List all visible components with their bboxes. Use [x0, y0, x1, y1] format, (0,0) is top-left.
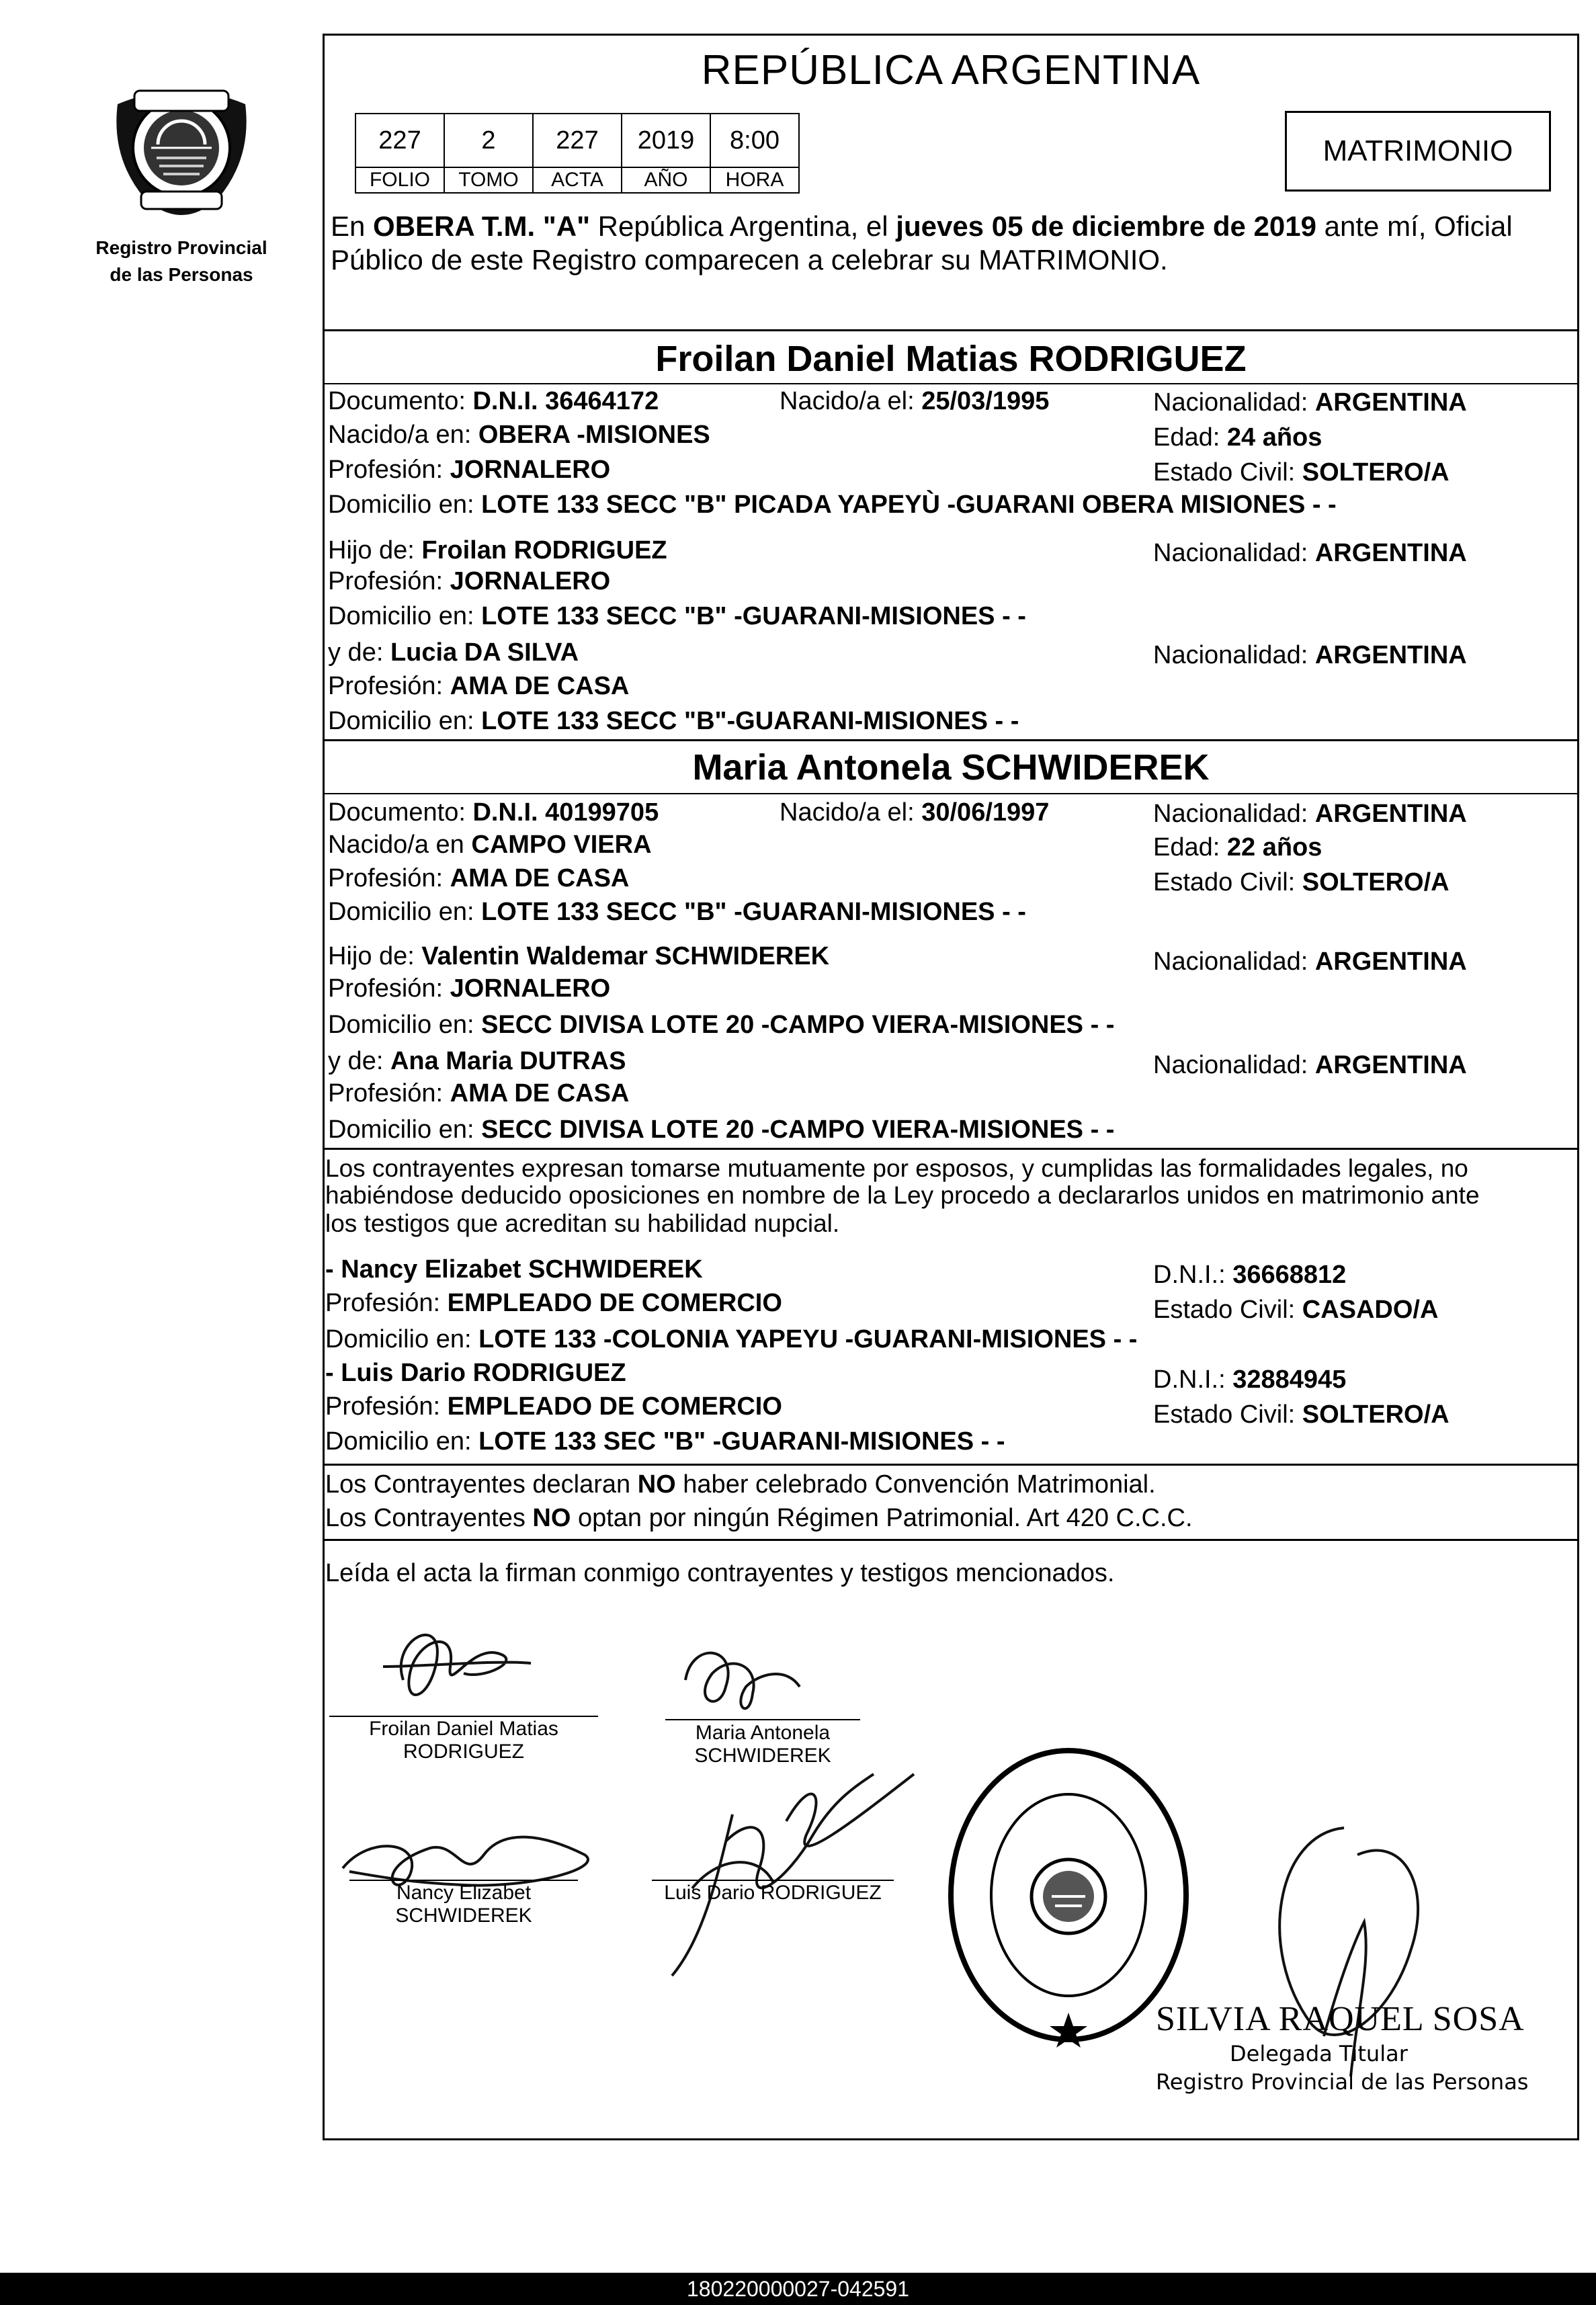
spouse-1-document: Documento: D.N.I. 36464172 [328, 387, 659, 415]
spouse-1-profession: Profesión: JORNALERO [328, 456, 611, 484]
registry-logo [81, 64, 282, 286]
logo-caption-1: Registro Provincial [95, 237, 267, 258]
witness-1-dni: D.N.I.: 36668812 [1153, 1261, 1347, 1289]
spouse-2-father-profession: Profesión: JORNALERO [328, 974, 611, 1003]
spouse-2-address: Domicilio en: LOTE 133 SECC "B" -GUARANI-MISIONES - - [328, 898, 1026, 926]
witness-2-address: Domicilio en: LOTE 133 SEC "B" -GUARANI-MISIONES - - [325, 1427, 1005, 1456]
spouse-1-birth-place: Nacido/a en: OBERA -MISIONES [328, 421, 710, 449]
signature-2-caption-1: Maria Antonela [695, 1722, 831, 1744]
spouse-2-nationality: Nacionalidad: ARGENTINA [1153, 800, 1467, 828]
province-shield-icon [104, 64, 259, 232]
signature-3-caption-1: Nancy Elizabet [396, 1882, 532, 1904]
spouse-1-name: Froilan Daniel Matias RODRIGUEZ [655, 339, 1247, 379]
closing-statement: Leída el acta la firman conmigo contrayentes y testigos mencionados. [325, 1559, 1115, 1587]
document-code: 180220000027-042591 [0, 2273, 1596, 2305]
spouse-2-profession: Profesión: AMA DE CASA [328, 864, 630, 892]
spouse-2-age: Edad: 22 años [1153, 833, 1322, 862]
year-value: 2019 [622, 114, 710, 167]
signature-1-scribble [363, 1599, 564, 1727]
convention-line-1: Los Contrayentes declaran NO haber celebrado Convención Matrimonial. [325, 1470, 1156, 1499]
witness-2-name: - Luis Dario RODRIGUEZ [325, 1359, 626, 1387]
spouse-2-birth-place: Nacido/a en CAMPO VIERA [328, 831, 652, 859]
spouse-2-mother-profession: Profesión: AMA DE CASA [328, 1079, 630, 1107]
page-title: REPÚBLICA ARGENTINA [701, 47, 1201, 93]
spouse-1-mother-profession: Profesión: AMA DE CASA [328, 672, 630, 700]
signature-line [652, 1880, 894, 1881]
witness-1-profession: Profesión: EMPLEADO DE COMERCIO [325, 1289, 782, 1317]
spouse-1-mother: y de: Lucia DA SILVA [328, 638, 579, 667]
spouse-1-father-nationality: Nacionalidad: ARGENTINA [1153, 539, 1467, 567]
folio-value: 227 [355, 114, 444, 167]
official-name: SILVIA RAQUEL SOSA [1156, 2000, 1525, 2038]
witness-1-name: - Nancy Elizabet SCHWIDEREK [325, 1255, 703, 1284]
divider [323, 1464, 1579, 1466]
divider [323, 383, 1579, 384]
intro-line-1: En OBERA T.M. "A" República Argentina, el jueves 05 de diciembre de 2019 ante mí, Oficial [331, 210, 1513, 242]
hour-value: 8:00 [710, 114, 799, 167]
signature-line [329, 1716, 598, 1717]
spouse-2-mother: y de: Ana Maria DUTRAS [328, 1047, 626, 1075]
spouse-2-father-nationality: Nacionalidad: ARGENTINA [1153, 948, 1467, 976]
spouse-2-document: Documento: D.N.I. 40199705 [328, 798, 659, 827]
declaration-line-1: Los contrayentes expresan tomarse mutuamente por esposos, y cumplidas las formalidades legales, no [325, 1155, 1468, 1182]
divider [323, 793, 1579, 794]
witness-2-civil-status: Estado Civil: SOLTERO/A [1153, 1400, 1450, 1429]
spouse-1-nationality: Nacionalidad: ARGENTINA [1153, 388, 1467, 417]
spouse-2-name: Maria Antonela SCHWIDEREK [692, 747, 1210, 788]
divider [323, 1148, 1579, 1150]
signature-2-caption-2: SCHWIDEREK [694, 1745, 831, 1767]
signature-1-caption-2: RODRIGUEZ [403, 1741, 524, 1763]
spouse-1-address: Domicilio en: LOTE 133 SECC "B" PICADA YAPEYÙ -GUARANI OBERA MISIONES - - [328, 491, 1337, 519]
spouse-1-father-profession: Profesión: JORNALERO [328, 567, 611, 595]
spouse-2-father-address: Domicilio en: SECC DIVISA LOTE 20 -CAMPO VIERA-MISIONES - - [328, 1011, 1115, 1039]
official-organization: Registro Provincial de las Personas [1156, 2069, 1529, 2095]
signature-line [349, 1880, 578, 1881]
spouse-1-father-address: Domicilio en: LOTE 133 SECC "B" -GUARANI-MISIONES - - [328, 602, 1026, 630]
spouse-2-mother-nationality: Nacionalidad: ARGENTINA [1153, 1051, 1467, 1079]
spouse-1-mother-nationality: Nacionalidad: ARGENTINA [1153, 641, 1467, 669]
acta-value: 227 [533, 114, 622, 167]
intro-line-2: Público de este Registro comparecen a celebrar su MATRIMONIO. [331, 244, 1168, 276]
spouse-2-mother-address: Domicilio en: SECC DIVISA LOTE 20 -CAMPO VIERA-MISIONES - - [328, 1116, 1115, 1144]
signature-3-caption-2: SCHWIDEREK [395, 1904, 532, 1927]
acta-header: ACTA [533, 167, 622, 193]
divider [323, 739, 1579, 741]
declaration-line-3: los testigos que acreditan su habilidad nupcial. [325, 1210, 840, 1237]
witness-2-profession: Profesión: EMPLEADO DE COMERCIO [325, 1392, 782, 1421]
spouse-1-age: Edad: 24 años [1153, 423, 1322, 452]
declaration-line-2: habiéndose deducido oposiciones en nombre de la Ley procedo a declararlos unidos en matrimonio ante [325, 1181, 1480, 1209]
year-header: AÑO [622, 167, 710, 193]
signature-2-scribble [665, 1626, 840, 1734]
document-type-box: MATRIMONIO [1285, 111, 1551, 192]
spouse-1-mother-address: Domicilio en: LOTE 133 SECC "B"-GUARANI-MISIONES - - [328, 707, 1019, 735]
convention-line-2: Los Contrayentes NO optan por ningún Régimen Patrimonial. Art 420 C.C.C. [325, 1504, 1193, 1532]
spouse-2-civil-status: Estado Civil: SOLTERO/A [1153, 868, 1450, 896]
official-role: Delegada Titular [1230, 2041, 1408, 2066]
tomo-header: TOMO [444, 167, 533, 193]
spouse-2-birth-date: Nacido/a el: 30/06/1997 [780, 798, 1050, 827]
hour-header: HORA [710, 167, 799, 193]
divider [323, 1539, 1579, 1541]
record-reference-table [355, 113, 800, 194]
spouse-1-civil-status: Estado Civil: SOLTERO/A [1153, 458, 1450, 487]
tomo-value: 2 [444, 114, 533, 167]
signature-line [665, 1719, 860, 1720]
divider [323, 329, 1579, 331]
witness-1-address: Domicilio en: LOTE 133 -COLONIA YAPEYU -GUARANI-MISIONES - - [325, 1325, 1138, 1353]
official-block [1156, 1999, 1559, 2096]
witness-1-civil-status: Estado Civil: CASADO/A [1153, 1296, 1439, 1324]
witness-2-dni: D.N.I.: 32884945 [1153, 1366, 1347, 1394]
folio-header: FOLIO [355, 167, 444, 193]
spouse-1-birth-date: Nacido/a el: 25/03/1995 [780, 387, 1050, 415]
spouse-2-father: Hijo de: Valentin Waldemar SCHWIDEREK [328, 942, 830, 970]
signature-4-caption-1: Luis Dario RODRIGUEZ [664, 1882, 882, 1904]
logo-caption-2: de las Personas [110, 264, 253, 285]
signature-4-scribble [652, 1734, 948, 1989]
signature-1-caption-1: Froilan Daniel Matias [369, 1718, 558, 1740]
spouse-1-father: Hijo de: Froilan RODRIGUEZ [328, 536, 667, 564]
